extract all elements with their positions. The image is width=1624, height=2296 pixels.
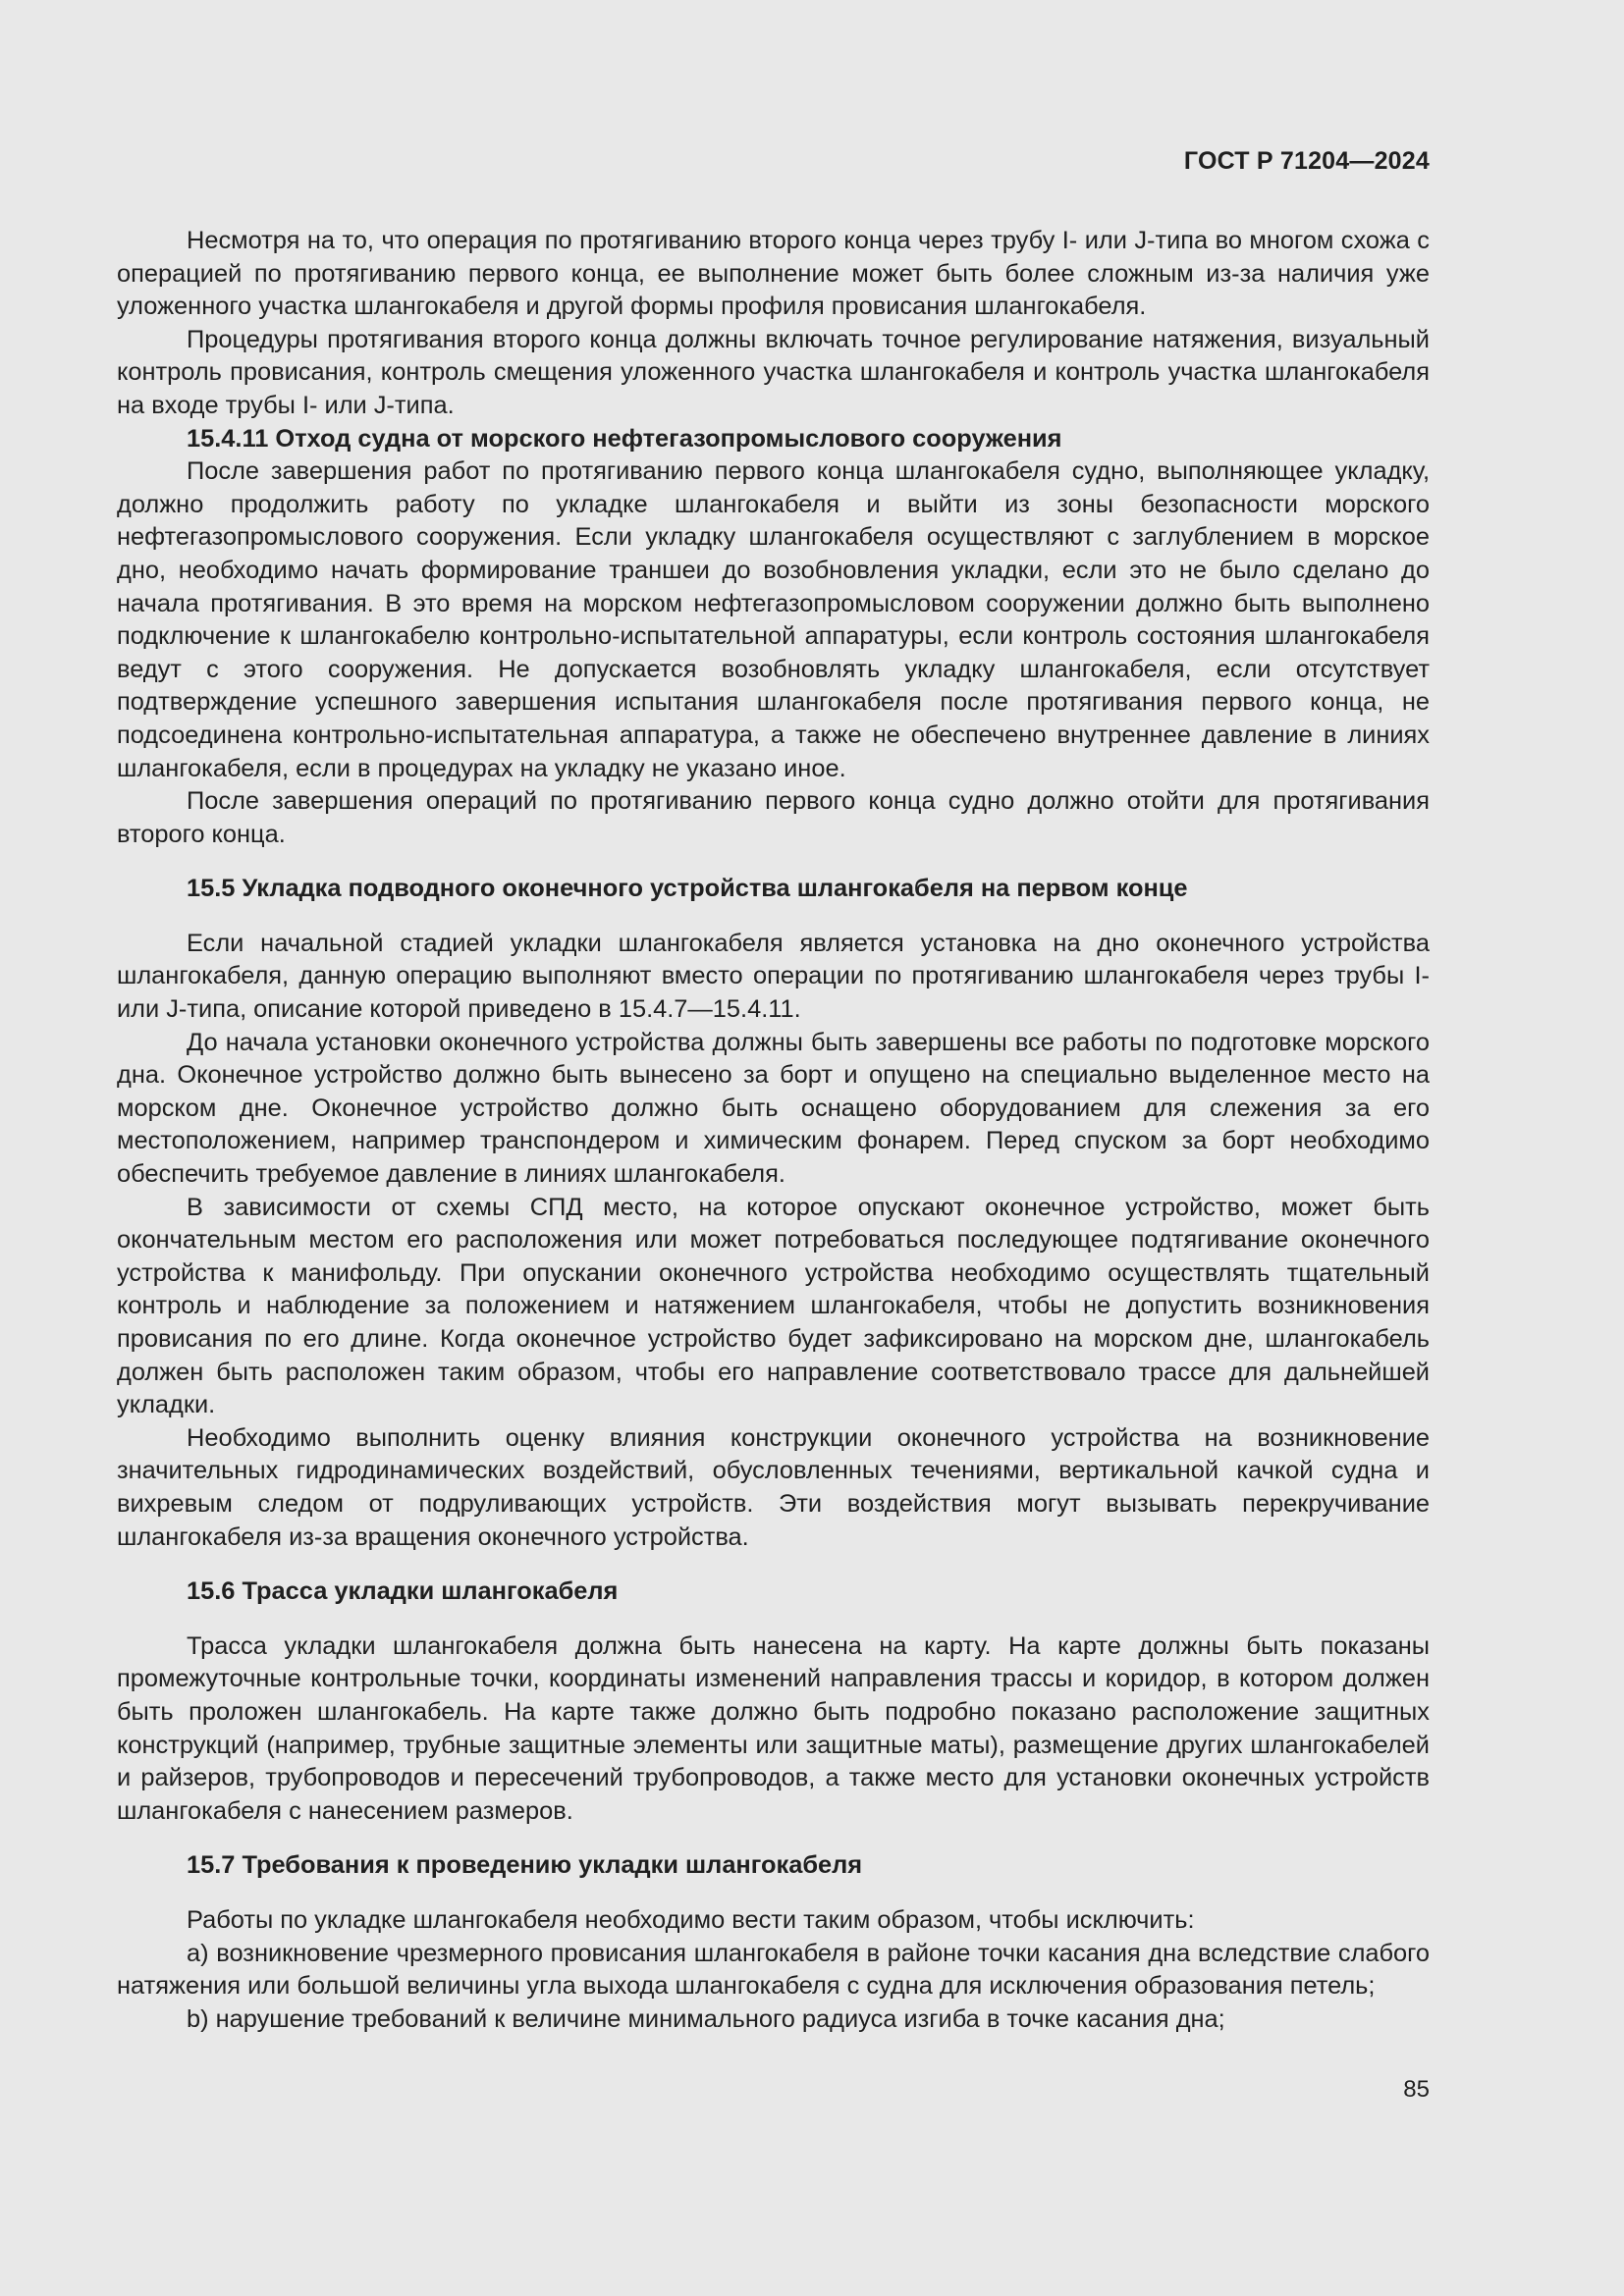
section-heading-15-6: 15.6 Трасса укладки шлангокабеля <box>187 1577 619 1606</box>
paragraph: Трасса укладки шлангокабеля должна быть нанесена на карту. На карте должны быть показаны промежуточные контрольные точки, координаты изменений направления трассы и коридор, в котором должен быть проложен шлангокабель. На карте также должно быть подробно показано расположение защитных конструкций (например, трубные защитные элементы или защитные маты), размещение других шлангокабелей и райзеров, трубопроводов и пересечений трубопроводов, а также место для установки оконечных устройств шлангокабеля с нанесением размеров. <box>117 1631 1430 1825</box>
paragraph: Процедуры протягивания второго конца должны включать точное регулирование натяжения, визуальный контроль провисания, контроль смещения уложенного участка шлангокабеля и контроль участка шлангокабеля на входе трубы I- или J-типа. <box>117 325 1430 419</box>
document-body <box>117 225 1430 2036</box>
page-number: 85 <box>1403 2076 1430 2103</box>
list-item: b) нарушение требований к величине минимального радиуса изгиба в точке касания дна; <box>187 2004 1225 2033</box>
paragraph: После завершения операций по протягиванию первого конца судно должно отойти для протягивания второго конца. <box>117 787 1430 848</box>
document-code-header: ГОСТ Р 71204—2024 <box>1183 147 1430 175</box>
paragraph: После завершения работ по протягиванию первого конца шлангокабеля судно, выполняющее укладку, должно продолжить работу по укладке шлангокабеля и выйти из зоны безопасности морского нефтегазопромыслового сооружения. Если укладку шлангокабеля осуществляют с заглублением в морское дно, необходимо начать формирование траншеи до возобновления укладки, если это не было сделано до начала протягивания. В это время на морском нефтегазопромысловом сооружении должно быть выполнено подключение к шлангокабелю контрольно-испытательной аппаратуры, если контроль состояния шлангокабеля ведут с этого сооружения. Не допускается возобновлять укладку шлангокабеля, если отсутствует подтверждение успешного завершения испытания шлангокабеля после протягивания первого конца, не подсоединена контрольно-испытательная аппаратура, а также не обеспечено внутреннее давление в линиях шлангокабеля, если в процедурах на укладку не указано иное. <box>117 457 1430 782</box>
paragraph: До начала установки оконечного устройства должны быть завершены все работы по подготовке морского дна. Оконечное устройство должно быть вынесено за борт и опущено на специально выделенное место на морском дне. Оконечное устройство должно быть оснащено оборудованием для слежения за его местоположением, например транспондером и химическим фонарем. Перед спуском за борт необходимо обеспечить требуемое давление в линиях шлангокабеля. <box>117 1028 1430 1189</box>
paragraph: Несмотря на то, что операция по протягиванию второго конца через трубу I- или J-типа во многом схожа с операцией по протягиванию первого конца, ее выполнение может быть более сложным из-за наличия уже уложенного участка шлангокабеля и другой формы профиля провисания шлангокабеля. <box>117 227 1430 321</box>
subsection-heading-15-4-11: 15.4.11 Отход судна от морского нефтегазопромыслового сооружения <box>187 424 1062 453</box>
section-heading-15-5: 15.5 Укладка подводного оконечного устройства шлангокабеля на первом конце <box>187 875 1188 903</box>
paragraph: В зависимости от схемы СПД место, на которое опускают оконечное устройство, может быть окончательным местом его расположения или может потребоваться последующее подтягивание оконечного устройства к манифольду. При опускании оконечного устройства необходимо осуществлять тщательный контроль и наблюдение за положением и натяжением шлангокабеля, чтобы не допустить возникновения провисания по его длине. Когда оконечное устройство будет зафиксировано на морском дне, шлангокабель должен быть расположен таким образом, чтобы его направление соответствовало трассе для дальнейшей укладки. <box>117 1193 1430 1419</box>
paragraph: Необходимо выполнить оценку влияния конструкции оконечного устройства на возникновение значительных гидродинамических воздействий, обусловленных течениями, вертикальной качкой судна и вихревым следом от подруливающих устройств. Эти воздействия могут вызывать перекручивание шлангокабеля из-за вращения оконечного устройства. <box>117 1423 1430 1551</box>
paragraph: Работы по укладке шлангокабеля необходимо вести таким образом, чтобы исключить: <box>187 1905 1195 1934</box>
paragraph: Если начальной стадией укладки шлангокабеля является установка на дно оконечного устройства шлангокабеля, данную операцию выполняют вместо операции по протягиванию шлангокабеля через трубы I- или J-типа, описание которой приведено в 15.4.7—15.4.11. <box>117 929 1430 1024</box>
list-item: a) возникновение чрезмерного провисания шлангокабеля в районе точки касания дна вследствие слабого натяжения или большой величины угла выхода шлангокабеля с судна для исключения образования петель; <box>117 1939 1430 2001</box>
section-heading-15-7: 15.7 Требования к проведению укладки шлангокабеля <box>187 1851 863 1880</box>
